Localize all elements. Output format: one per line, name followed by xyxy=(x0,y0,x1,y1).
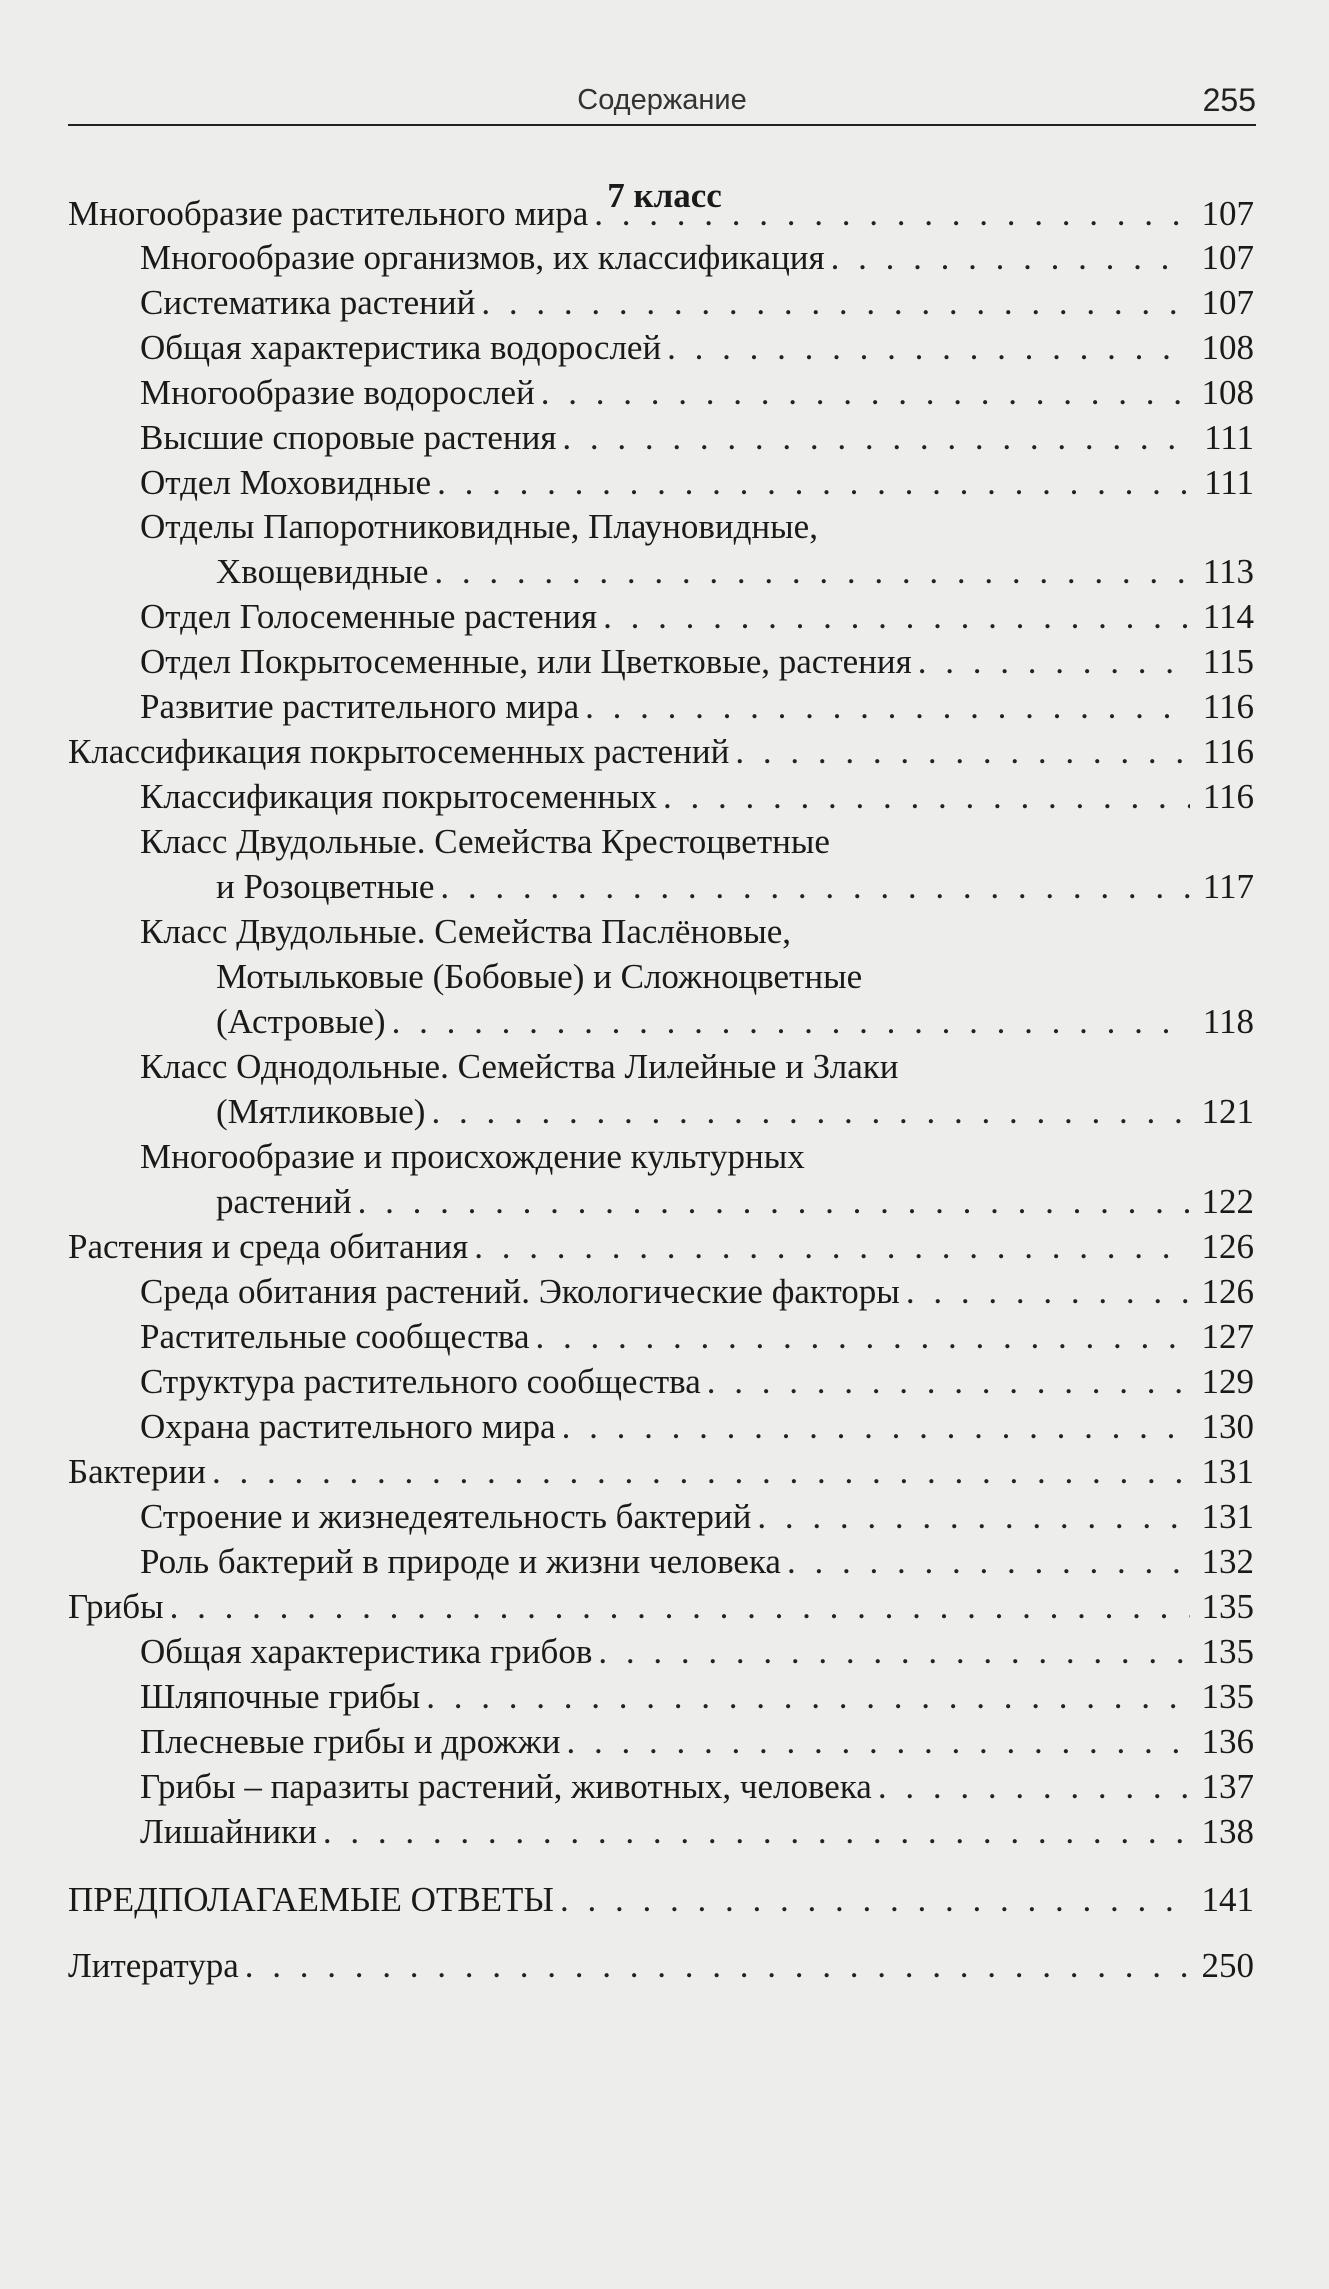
toc-entry-page: 111 xyxy=(1204,418,1254,457)
page-header xyxy=(68,78,1256,126)
toc-entry[interactable] xyxy=(216,1000,1254,1044)
toc-entry[interactable] xyxy=(140,1675,1254,1719)
dot-leader xyxy=(667,326,1190,370)
toc-entry-title: Классификация покрытосеменных растений xyxy=(68,732,730,771)
dot-leader xyxy=(585,685,1190,729)
dot-leader xyxy=(562,1405,1190,1449)
toc-entry-title[interactable]: Класс Двудольные. Семейства Крестоцветные xyxy=(140,822,830,861)
dot-leader xyxy=(541,371,1190,415)
toc-entry-title: Отдел Моховидные xyxy=(140,463,432,502)
toc-entry-title: и Розоцветные xyxy=(216,867,435,906)
toc-entry[interactable] xyxy=(68,192,1254,236)
dot-leader xyxy=(598,1630,1190,1674)
dot-leader xyxy=(594,192,1190,236)
toc-entry-page: 136 xyxy=(1201,1722,1254,1761)
toc-entry-title: Общая характеристика водорослей xyxy=(140,328,662,367)
dot-leader xyxy=(707,1360,1190,1404)
toc-entry-page: 135 xyxy=(1201,1632,1254,1671)
toc-entry[interactable] xyxy=(140,640,1254,684)
toc-entry-title[interactable]: Мотыльковые (Бобовые) и Сложноцветные xyxy=(216,957,863,996)
toc-entry-title: Высшие споровые растения xyxy=(140,418,557,457)
toc-entry-page: 132 xyxy=(1201,1542,1254,1581)
toc-entry-title: Растения и среда обитания xyxy=(68,1227,469,1266)
toc-entry-title[interactable]: Класс Однодольные. Семейства Лилейные и Злаки xyxy=(140,1047,899,1086)
toc-entry[interactable] xyxy=(140,416,1254,460)
toc-entry-title: Растительные сообщества xyxy=(140,1317,530,1356)
dot-leader xyxy=(566,1720,1190,1764)
toc-entry-page: 126 xyxy=(1201,1272,1254,1311)
toc-entry-page: 107 xyxy=(1201,194,1254,233)
dot-leader xyxy=(535,1315,1190,1359)
toc-entry-page: 141 xyxy=(1201,1880,1254,1919)
toc-entry-page: 108 xyxy=(1201,373,1254,412)
dot-leader xyxy=(603,595,1190,639)
toc-entry-page: 108 xyxy=(1201,328,1254,367)
dot-leader xyxy=(757,1495,1190,1539)
toc-entry[interactable] xyxy=(140,236,1254,280)
toc-entry-title[interactable]: Многообразие и происхождение культурных xyxy=(140,1137,805,1176)
toc-entry[interactable] xyxy=(216,550,1254,594)
dot-leader xyxy=(906,1270,1190,1314)
toc-entry-title: ПРЕДПОЛАГАЕМЫЕ ОТВЕТЫ xyxy=(68,1880,554,1919)
toc-entry[interactable] xyxy=(140,775,1254,819)
toc-entry[interactable] xyxy=(140,1765,1254,1809)
toc-entry-page: 135 xyxy=(1201,1587,1254,1626)
dot-leader xyxy=(437,461,1190,505)
page-number: 255 xyxy=(1202,82,1256,118)
toc-entry-page: 127 xyxy=(1201,1317,1254,1356)
dot-leader xyxy=(434,550,1190,594)
dot-leader xyxy=(212,1450,1190,1494)
toc-entry[interactable] xyxy=(140,461,1254,505)
toc-entry[interactable] xyxy=(68,1585,1254,1629)
toc-entry-title: Многообразие водорослей xyxy=(140,373,535,412)
toc-entry[interactable] xyxy=(216,865,1254,909)
toc-entry-title: Отдел Голосеменные растения xyxy=(140,597,598,636)
toc-entry-page: 116 xyxy=(1202,732,1254,771)
toc-entry[interactable] xyxy=(140,326,1254,370)
toc-entry[interactable] xyxy=(68,1450,1254,1494)
toc-entry-page: 107 xyxy=(1201,238,1254,277)
toc-entry[interactable] xyxy=(216,1090,1254,1134)
toc-entry[interactable] xyxy=(68,1944,1254,1988)
toc-entry-title: Классификация покрытосеменных xyxy=(140,777,657,816)
toc-entry-title: Литература xyxy=(68,1946,239,1985)
toc-entry[interactable] xyxy=(140,1540,1254,1584)
toc-entry-title: Многообразие растительного мира xyxy=(68,194,589,233)
toc-entry[interactable] xyxy=(68,730,1254,774)
dot-leader xyxy=(358,1180,1190,1224)
toc-entry[interactable] xyxy=(140,371,1254,415)
toc-entry-page: 118 xyxy=(1202,1002,1254,1041)
toc-entry-title[interactable]: Отделы Папоротниковидные, Плауновидные, xyxy=(140,507,818,546)
dot-leader xyxy=(831,236,1190,280)
dot-leader xyxy=(481,281,1190,325)
toc-entry-page: 117 xyxy=(1202,867,1254,906)
toc-entry-page: 131 xyxy=(1201,1452,1254,1491)
toc-entry-page: 116 xyxy=(1202,687,1254,726)
toc-entry-title[interactable]: Класс Двудольные. Семейства Паслёновые, xyxy=(140,912,792,951)
toc-entry-page: 129 xyxy=(1201,1362,1254,1401)
dot-leader xyxy=(787,1540,1190,1584)
dot-leader xyxy=(440,865,1190,909)
dot-leader xyxy=(918,640,1190,684)
toc-entry-page: 130 xyxy=(1201,1407,1254,1446)
toc-entry[interactable] xyxy=(140,1720,1254,1764)
toc-entry-title: Структура растительного сообщества xyxy=(140,1362,701,1401)
toc-entry-title: Общая характеристика грибов xyxy=(140,1632,593,1671)
toc-entry-title: Отдел Покрытосеменные, или Цветковые, растения xyxy=(140,642,912,681)
toc-entry-title: Бактерии xyxy=(68,1452,206,1491)
toc-entry-title: Хвощевидные xyxy=(216,552,429,591)
toc-entry[interactable] xyxy=(140,595,1254,639)
toc-entry-page: 138 xyxy=(1201,1812,1254,1851)
toc-entry-page: 121 xyxy=(1201,1092,1254,1131)
dot-leader xyxy=(323,1810,1190,1854)
dot-leader xyxy=(392,1000,1190,1044)
toc-entry[interactable] xyxy=(140,281,1254,325)
toc-entry[interactable] xyxy=(140,1315,1254,1359)
toc-entry-title: Систематика растений xyxy=(140,283,476,322)
toc-entry[interactable] xyxy=(140,685,1254,729)
toc-entry-page: 116 xyxy=(1202,777,1254,816)
toc-entry-title: Развитие растительного мира xyxy=(140,687,580,726)
toc-entry-title: Роль бактерий в природе и жизни человека xyxy=(140,1542,781,1581)
toc-entry[interactable] xyxy=(68,1225,1254,1269)
toc-entry-title: Шляпочные грибы xyxy=(140,1677,421,1716)
toc-entry-page: 113 xyxy=(1202,552,1254,591)
toc-entry-title: Строение и жизнедеятельность бактерий xyxy=(140,1497,752,1536)
toc-entry-page: 137 xyxy=(1201,1767,1254,1806)
toc-entry[interactable] xyxy=(140,1810,1254,1854)
toc-entry-page: 115 xyxy=(1202,642,1254,681)
toc-entry[interactable] xyxy=(140,1405,1254,1449)
toc-entry-title: Охрана растительного мира xyxy=(140,1407,556,1446)
dot-leader xyxy=(562,416,1190,460)
toc-entry-page: 250 xyxy=(1201,1946,1254,1985)
toc-entry-page: 135 xyxy=(1201,1677,1254,1716)
toc-entry[interactable] xyxy=(216,1180,1254,1224)
toc-entry-title: Плесневые грибы и дрожжи xyxy=(140,1722,561,1761)
toc-entry-page: 126 xyxy=(1201,1227,1254,1266)
dot-leader xyxy=(170,1585,1190,1629)
toc-entry-page: 107 xyxy=(1201,283,1254,322)
toc-entry-title: Грибы – паразиты растений, животных, человека xyxy=(140,1767,872,1806)
dot-leader xyxy=(245,1944,1190,1988)
section-title: 7 класс xyxy=(607,176,722,215)
toc-entry[interactable] xyxy=(68,1878,1254,1922)
toc-entry-page: 122 xyxy=(1201,1182,1254,1221)
dot-leader xyxy=(474,1225,1190,1269)
toc-entry[interactable] xyxy=(140,1360,1254,1404)
dot-leader xyxy=(426,1675,1190,1719)
running-title: Содержание xyxy=(577,84,747,116)
dot-leader xyxy=(663,775,1190,819)
toc-entry-title: (Астровые) xyxy=(216,1002,386,1041)
dot-leader xyxy=(735,730,1190,774)
toc-entry[interactable] xyxy=(140,1270,1254,1314)
toc-entry-title: Среда обитания растений. Экологические факторы xyxy=(140,1272,900,1311)
toc-entry[interactable] xyxy=(140,1495,1254,1539)
toc-entry-title: растений xyxy=(216,1182,352,1221)
toc-entry-title: Многообразие организмов, их классификация xyxy=(140,238,825,277)
toc-entry-title: Грибы xyxy=(68,1587,164,1626)
dot-leader xyxy=(431,1090,1190,1134)
toc-entry-title: (Мятликовые) xyxy=(216,1092,426,1131)
toc-entry-page: 114 xyxy=(1202,597,1254,636)
dot-leader xyxy=(560,1878,1190,1922)
toc-entry-page: 131 xyxy=(1201,1497,1254,1536)
toc-entry-page: 111 xyxy=(1204,463,1254,502)
toc-entry-title: Лишайники xyxy=(140,1812,317,1851)
dot-leader xyxy=(878,1765,1190,1809)
toc-entry[interactable] xyxy=(140,1630,1254,1674)
